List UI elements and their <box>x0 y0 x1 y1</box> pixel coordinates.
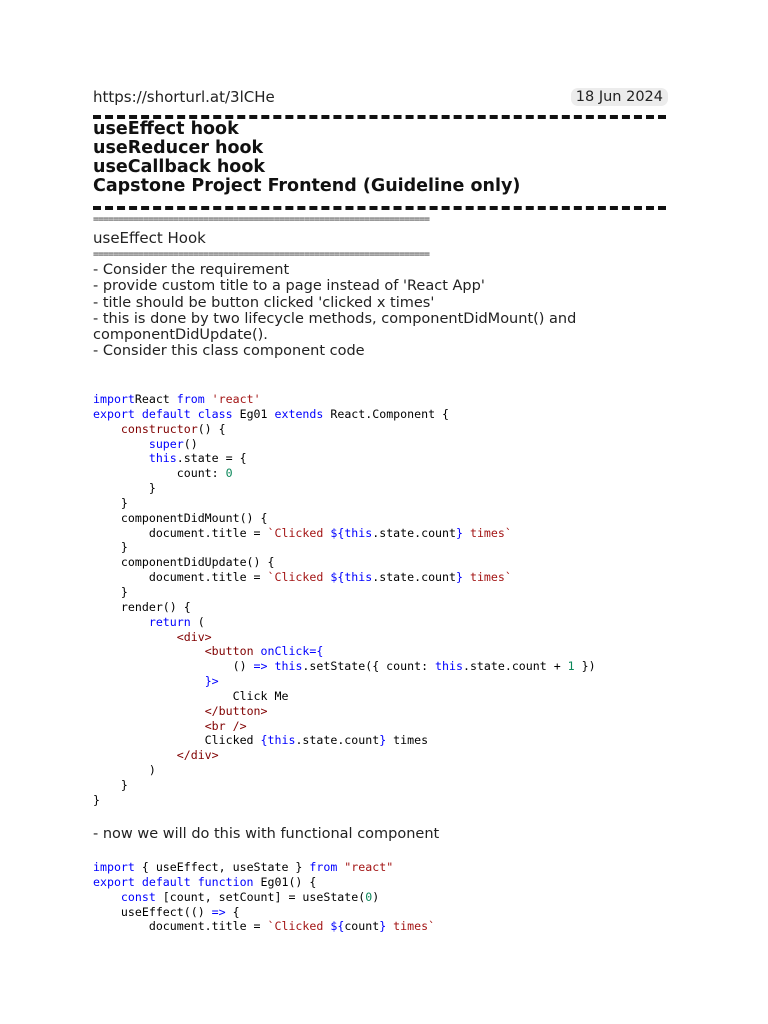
note-line: - provide custom title to a page instead of 'React App' <box>93 278 485 295</box>
code-line: export default function Eg01() { <box>93 874 317 889</box>
date-badge: 18 Jun 2024 <box>571 88 668 106</box>
code-line: count: 0 <box>93 466 233 481</box>
code-line: componentDidMount() { <box>93 510 268 525</box>
topic-item: useReducer hook <box>93 138 264 158</box>
requirement-notes <box>93 262 668 360</box>
code-line: export default class Eg01 extends React.Component { <box>93 406 450 421</box>
equals-separator: =================================================================== <box>93 249 430 260</box>
topic-list <box>93 120 520 196</box>
code-line: } <box>93 584 128 599</box>
topic-item: Capstone Project Frontend (Guideline only) <box>93 176 521 196</box>
code-line: ) <box>93 763 156 778</box>
code-line: useEffect(() => { <box>93 904 240 919</box>
code-line: <button onClick={ <box>204 644 324 659</box>
code-line: componentDidUpdate() { <box>93 555 275 570</box>
code-line: import { useEffect, useState } from "react" <box>93 860 394 874</box>
note-line: - Consider the requirement <box>93 262 290 278</box>
code-line: Clicked {this.state.count} times <box>93 733 429 748</box>
code-line: const [count, setCount] = useState(0) <box>120 889 380 904</box>
code-line: } <box>93 792 100 807</box>
section-title: useEffect Hook <box>93 229 206 247</box>
code-line: </button> <box>204 703 268 718</box>
note-line: - Consider this class component code <box>93 343 365 360</box>
code-line: Click Me <box>93 688 289 703</box>
code-line: } <box>93 777 128 792</box>
code-line: return ( <box>148 614 205 629</box>
code-line: </div> <box>176 748 219 763</box>
code-line: () => this.setState({ count: this.state.count + 1 }) <box>93 659 596 674</box>
code-line: document.title = `Clicked ${this.state.count} times` <box>93 525 512 540</box>
code-line: } <box>93 481 156 496</box>
note-line: - this is done by two lifecycle methods, componentDidMount() and <box>93 310 577 327</box>
code-line: <br /> <box>204 718 247 733</box>
functional-component-note: - now we will do this with functional component <box>93 826 440 842</box>
code-line: render() { <box>93 599 191 614</box>
code-line: importReact from 'react' <box>93 392 261 406</box>
code-line: document.title = `Clicked ${this.state.count} times` <box>93 570 512 585</box>
topic-item: useCallback hook <box>93 157 265 177</box>
code-line: document.title = `Clicked ${count} times` <box>93 919 436 934</box>
class-component-code <box>93 392 596 808</box>
code-line: } <box>93 495 128 510</box>
note-line: componentDidUpdate(). <box>93 327 268 344</box>
code-line: } <box>93 540 128 555</box>
note-line: - title should be button clicked 'clicked x times' <box>93 294 435 311</box>
functional-component-code <box>93 860 435 934</box>
divider-thick-bottom <box>93 206 666 210</box>
code-line: constructor() { <box>120 421 226 436</box>
source-url[interactable]: https://shorturl.at/3lCHe <box>93 88 275 106</box>
code-line: }> <box>204 674 219 689</box>
code-line: this.state = { <box>148 451 247 466</box>
code-line: super() <box>148 436 198 451</box>
header-row <box>93 86 668 108</box>
topic-item: useEffect hook <box>93 119 239 139</box>
code-line: <div> <box>176 629 212 644</box>
equals-separator: =================================================================== <box>93 214 430 225</box>
